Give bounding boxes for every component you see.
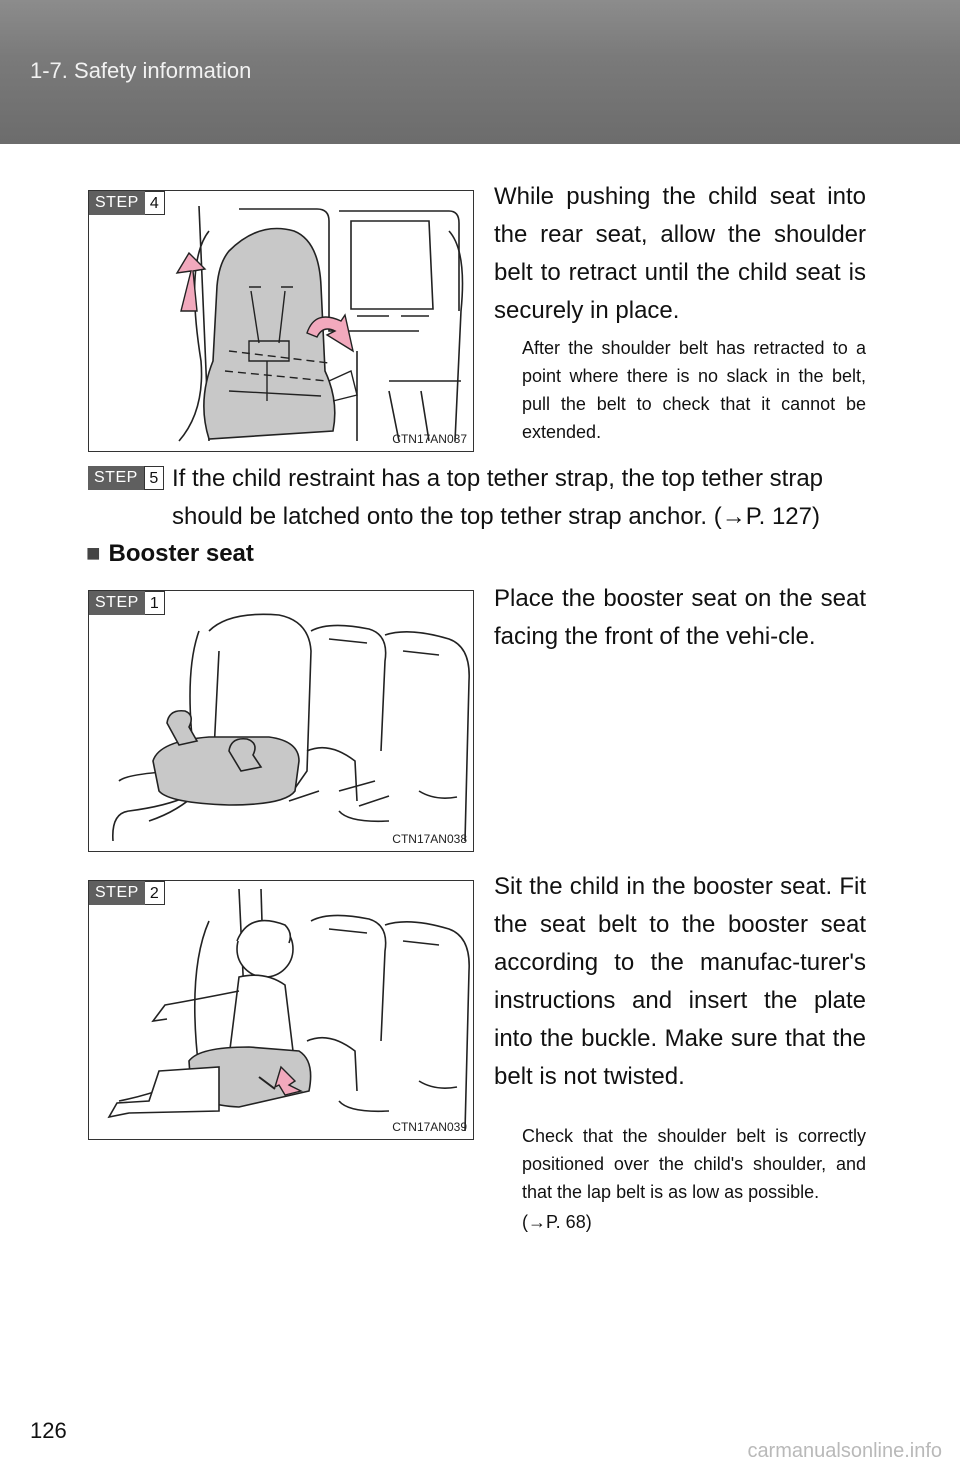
step4-badge: STEP 4: [89, 191, 165, 215]
figure-step2: [88, 880, 474, 1140]
child-seat-illustration: [89, 191, 473, 451]
step5-line1: If the child restraint has a top tether strap, the top tether strap: [172, 465, 824, 492]
section-heading-booster: ■ Booster seat: [86, 540, 254, 567]
step2-note: Check that the shoulder belt is correctly positioned over the child's shoulder, and that the lap belt is as low as possible.: [522, 1126, 866, 1202]
child-body: [229, 975, 293, 1057]
step1-badge: STEP 1: [89, 591, 165, 615]
step2-note-ref: (→P. 68): [522, 1212, 592, 1232]
page-header: [0, 0, 960, 144]
heading-marker: ■: [86, 540, 101, 567]
watermark: carmanualsonline.info: [747, 1440, 942, 1462]
figure-step4: [88, 190, 474, 452]
step1-text: Place the booster seat on the seat facing the front of the vehi-cle.: [494, 585, 866, 650]
section-title: 1-7. Safety information: [30, 58, 252, 83]
booster-armrest-left: [167, 711, 197, 745]
booster-cushion: [153, 737, 299, 805]
step4-note: After the shoulder belt has retracted to a point where there is no slack in the belt, pull the belt to check that it cannot be extended.: [522, 338, 866, 442]
page-number: 126: [30, 1418, 67, 1443]
booster-seat-illustration: [89, 591, 473, 851]
child-in-booster-illustration: [89, 881, 473, 1139]
figure-code: CTN17AN037: [392, 432, 467, 446]
step4-text: While pushing the child seat into the rear seat, allow the shoulder belt to retract until the child seat is securely in place.: [494, 183, 866, 324]
step5-badge: STEP 5: [88, 466, 164, 490]
figure-step1: [88, 590, 474, 852]
step5-line2: should be latched onto the top tether strap anchor. (→P. 127): [172, 503, 820, 530]
figure-code: CTN17AN038: [392, 832, 467, 846]
step2-badge: STEP 2: [89, 881, 165, 905]
figure-code: CTN17AN039: [392, 1120, 467, 1134]
step2-text: Sit the child in the booster seat. Fit the seat belt to the booster seat according to the manufac-turer's instructions and insert the plate into the buckle. Make sure that the belt is not twisted.: [494, 873, 866, 1090]
